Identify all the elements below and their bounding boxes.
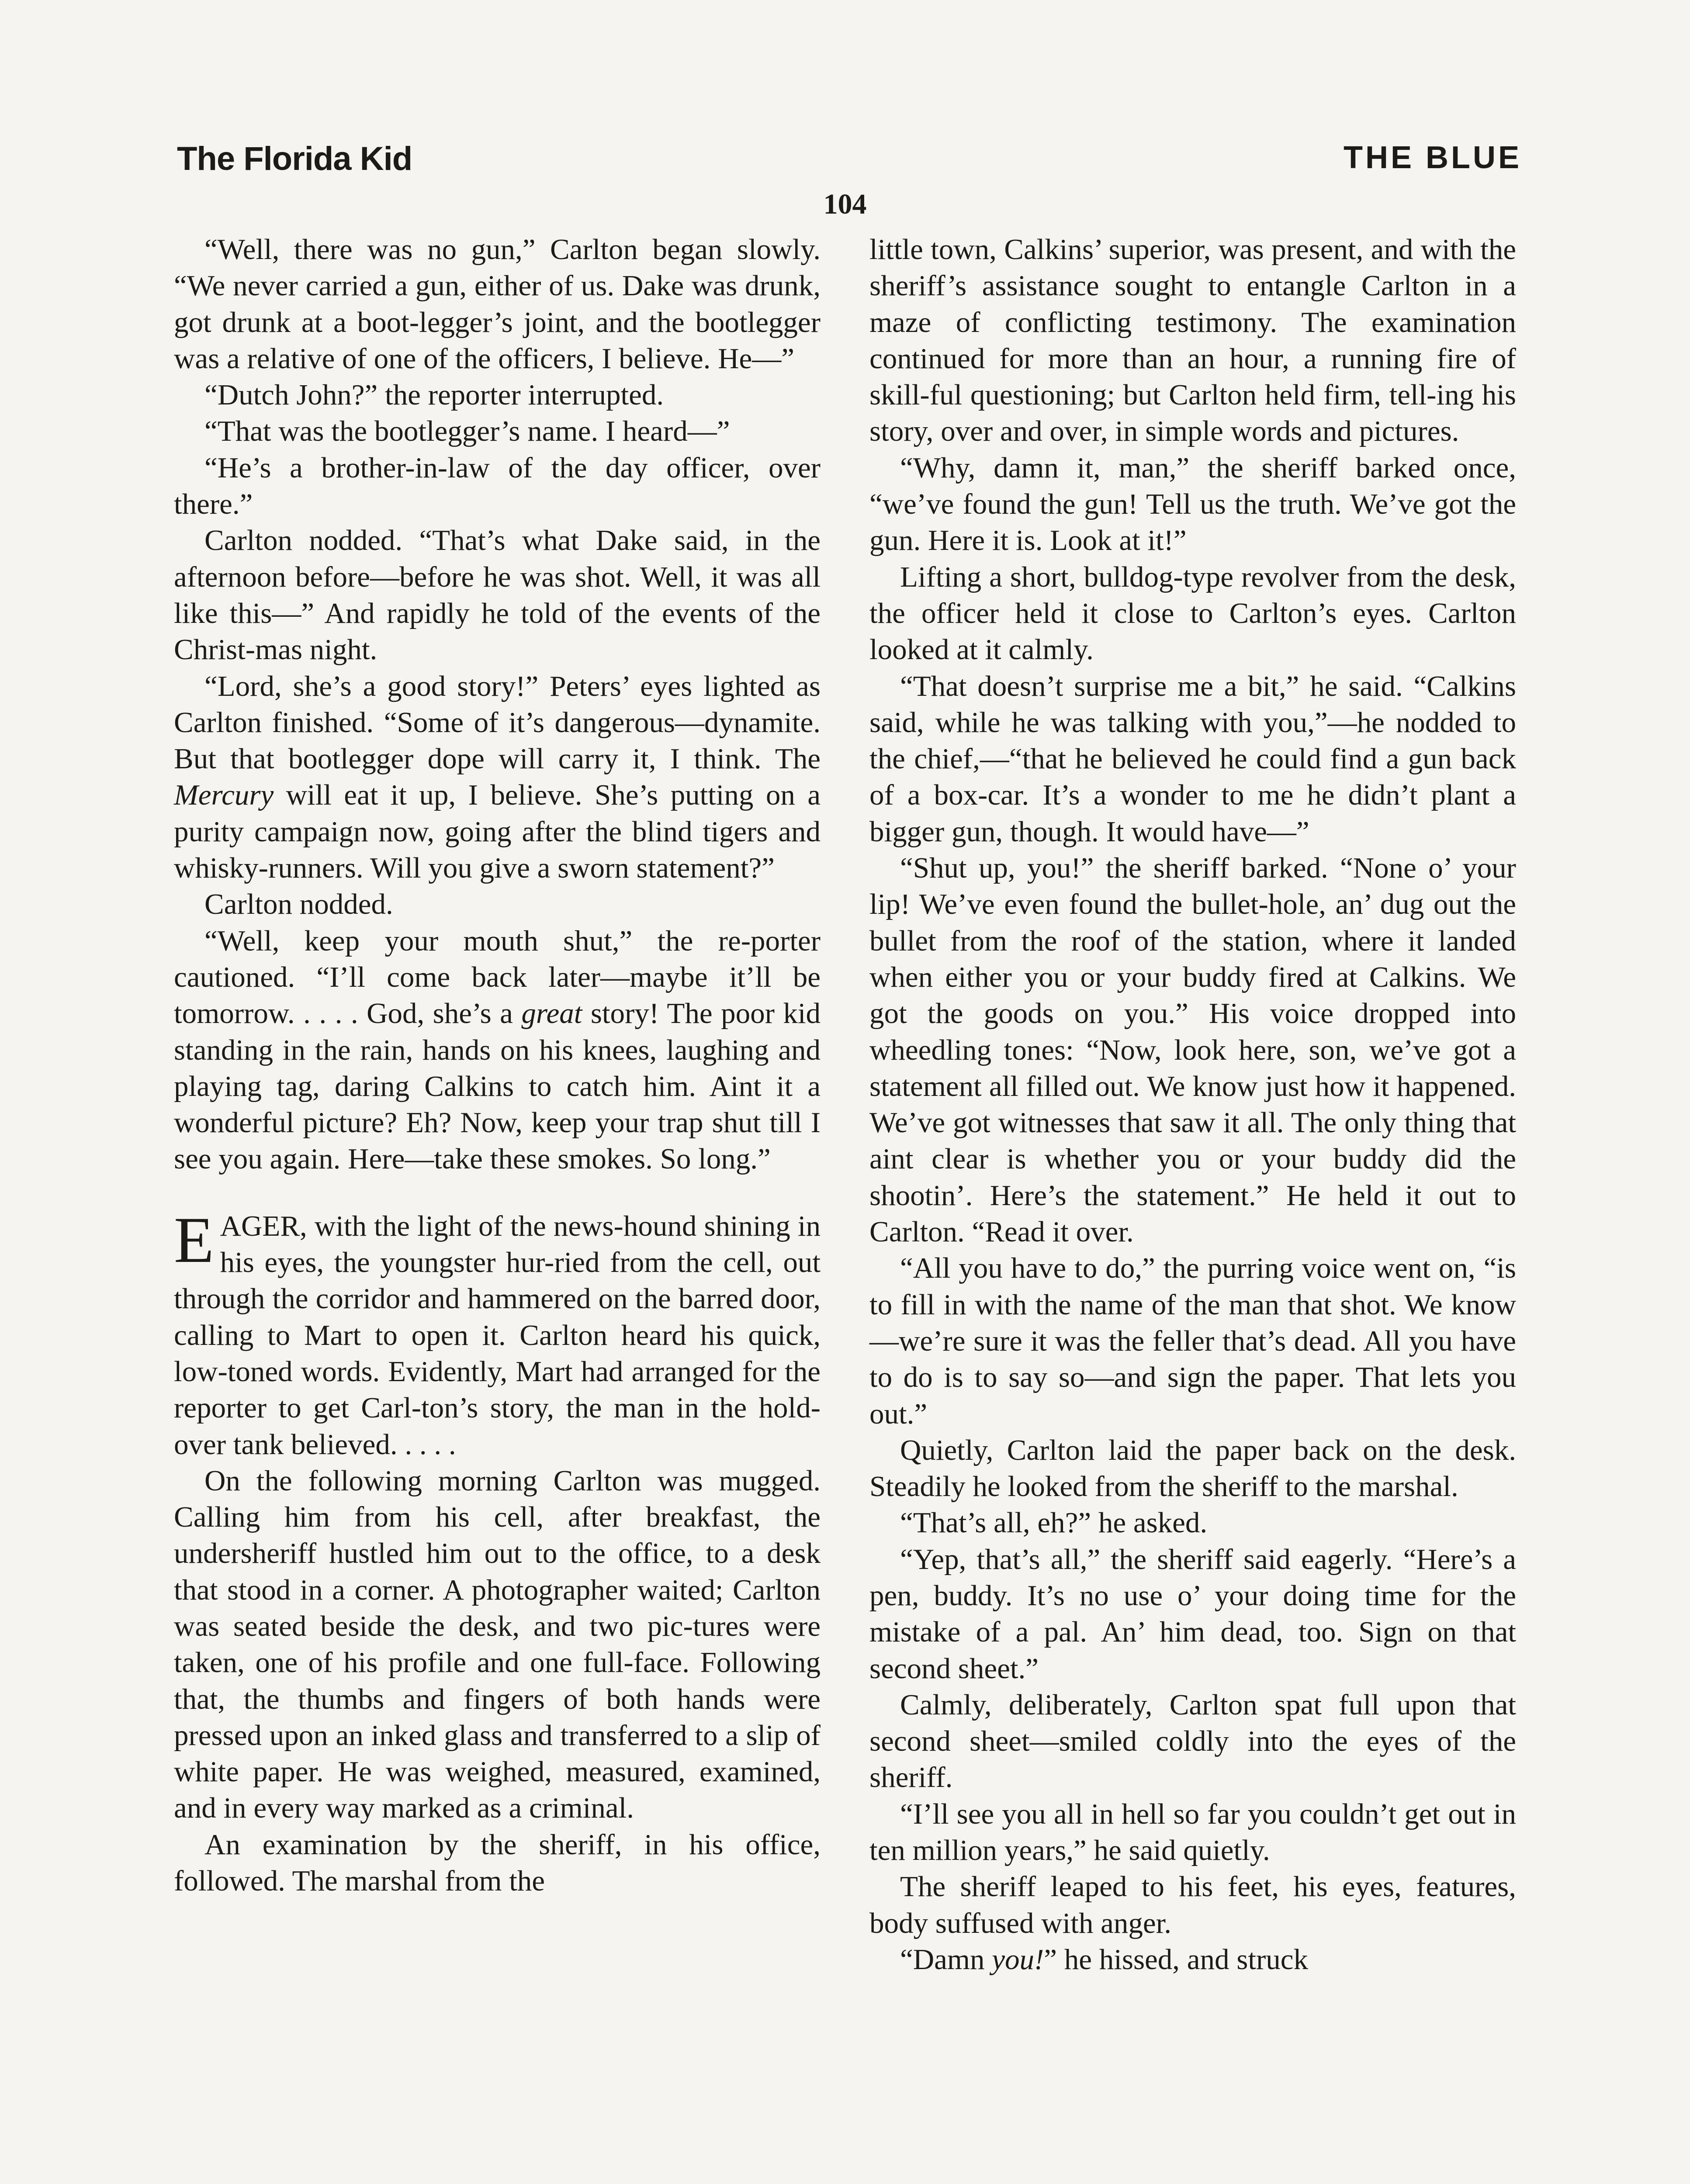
italic-word: Mercury — [174, 779, 274, 812]
paragraph: “Why, damn it, man,” the sheriff barked once, “we’ve found the gun! Tell us the truth. We’ve got the gun. Here it is. Look at it!” — [869, 451, 1516, 557]
left-column — [174, 232, 821, 1899]
magazine-name: THE BLUE — [1344, 140, 1522, 175]
paragraph-continued: little town, Calkins’ superior, was present, and with the sheriff’s assistance sought to entangle Carlton in a maze of conflicting testimony. The examination continued for more than an hour, a running fire of skill-ful questioning; but Carlton held firm, tell-ing his story, over and over, in simple words and pictures. — [869, 233, 1516, 448]
paragraph: “I’ll see you all in hell so far you couldn’t get out in ten million years,” he said quietly. — [869, 1797, 1516, 1867]
paragraph-mercury: “Lord, she’s a good story!” Peters’ eyes lighted as Carlton finished. “Some of it’s dangerous—dynamite. But that bootlegger dope will carry it, I think. The Mercury will eat it up, I believe. She’s putting on a purity campaign now, going after the blind tigers and whisky-runners. Will you give a sworn statement?” — [174, 670, 821, 885]
story-title: The Florida Kid — [177, 140, 412, 177]
paragraph-great: “Well, keep your mouth shut,” the re-porter cautioned. “I’ll come back later—maybe it’ll be tomorrow. . . . . God, she’s a great story! The poor kid standing in the rain, hands on his knees, laughing and playing tag, daring Calkins to catch him. Aint it a wonderful picture? Eh? Now, keep your trap shut till I see you again. Here—take these smokes. So long.” — [174, 924, 821, 1175]
paragraph: “Well, there was no gun,” Carlton began slowly. “We never carried a gun, either of us. Dake was drunk, got drunk at a boot-legger’s joint, and the bootlegger was a relative of one of the officers, I believe. He—” — [174, 233, 821, 375]
section-opening-paragraph — [174, 1203, 821, 1463]
paragraph: Carlton nodded. “That’s what Dake said, in the afternoon before—before he was shot. Well, it was all like this—” And rapidly he told of the events of the Christ-mas night. — [174, 524, 821, 666]
paragraph: “Dutch John?” the reporter interrupted. — [204, 379, 664, 411]
paragraph: “That doesn’t surprise me a bit,” he said. “Calkins said, while he was talking with you,”—he nodded to the chief,—“that he believed he could find a gun back of a box-car. It’s a wonder to me he didn’t plant a bigger gun, though. It would have—” — [869, 670, 1516, 848]
paragraph: “All you have to do,” the purring voice went on, “is to fill in with the name of the man that shot. We know—we’re sure it was the feller that’s dead. All you have to do is to say so—and sign the paper. That lets you out.” — [869, 1252, 1516, 1430]
paragraph: “Shut up, you!” the sheriff barked. “None o’ your lip! We’ve even found the bullet-hole, an’ dug out the bullet from the roof of the station, where it landed when either you or your buddy fired at Calkins. We got the goods on you.” His voice dropped into wheedling tones: “Now, look here, son, we’ve got a statement all filled out. We know just how it happened. We’ve got witnesses that saw it all. The only thing that aint clear is whether you or your buddy did the shootin’. Here’s the statement.” He held it out to Carlton. “Read it over. — [869, 852, 1516, 1248]
italic-word: great — [521, 997, 582, 1030]
paragraph: Lifting a short, bulldog-type revolver from the desk, the officer held it close to Carlton’s eyes. Carlton looked at it calmly. — [869, 560, 1516, 666]
paragraph-text: AGER, with the light of the news-hound shining in his eyes, the youngster hur-ried from the cell, out through the corridor and hammered on the barred door, calling to Mart to open it. Carlton heard his quick, low-toned words. Evidently, Mart had arranged for the reporter to get Carl-ton’s story, the man in the hold-over tank believed. . . . . — [174, 1209, 821, 1461]
paragraph: An examination by the sheriff, in his office, followed. The marshal from the — [174, 1828, 821, 1897]
paragraph: Quietly, Carlton laid the paper back on the desk. Steadily he looked from the sheriff to the marshal. — [869, 1434, 1516, 1503]
italic-word: you! — [992, 1943, 1044, 1976]
paragraph: “He’s a brother-in-law of the day officer, over there.” — [174, 451, 821, 521]
paragraph-final: “Damn you!” he hissed, and struck — [900, 1943, 1308, 1976]
paragraph: “That was the bootlegger’s name. I heard—” — [204, 415, 730, 448]
right-column — [869, 232, 1516, 1978]
paragraph: The sheriff leaped to his feet, his eyes, features, body suffused with anger. — [869, 1870, 1516, 1939]
paragraph: Calmly, deliberately, Carlton spat full upon that second sheet—smiled coldly into the eyes of the sheriff. — [869, 1688, 1516, 1794]
paragraph: “That’s all, eh?” he asked. — [900, 1507, 1208, 1539]
paragraph: “Yep, that’s all,” the sheriff said eagerly. “Here’s a pen, buddy. It’s no use o’ your doing time for the mistake of a pal. An’ him dead, too. Sign on that second sheet.” — [869, 1543, 1516, 1685]
paragraph: Carlton nodded. — [204, 888, 393, 921]
running-head — [177, 140, 1522, 188]
page-number: 104 — [823, 188, 867, 220]
drop-cap: E — [174, 1203, 214, 1276]
paragraph: On the following morning Carlton was mugged. Calling him from his cell, after breakfast, the undersheriff hustled him out to the office, to a desk that stood in a corner. A photographer waited; Carlton was seated beside the desk, and two pic-tures were taken, one of his profile and one full-face. Following that, the thumbs and fingers of both hands were pressed upon an inked glass and transferred to a slip of white paper. He was weighed, measured, examined, and in every way marked as a criminal. — [174, 1464, 821, 1825]
